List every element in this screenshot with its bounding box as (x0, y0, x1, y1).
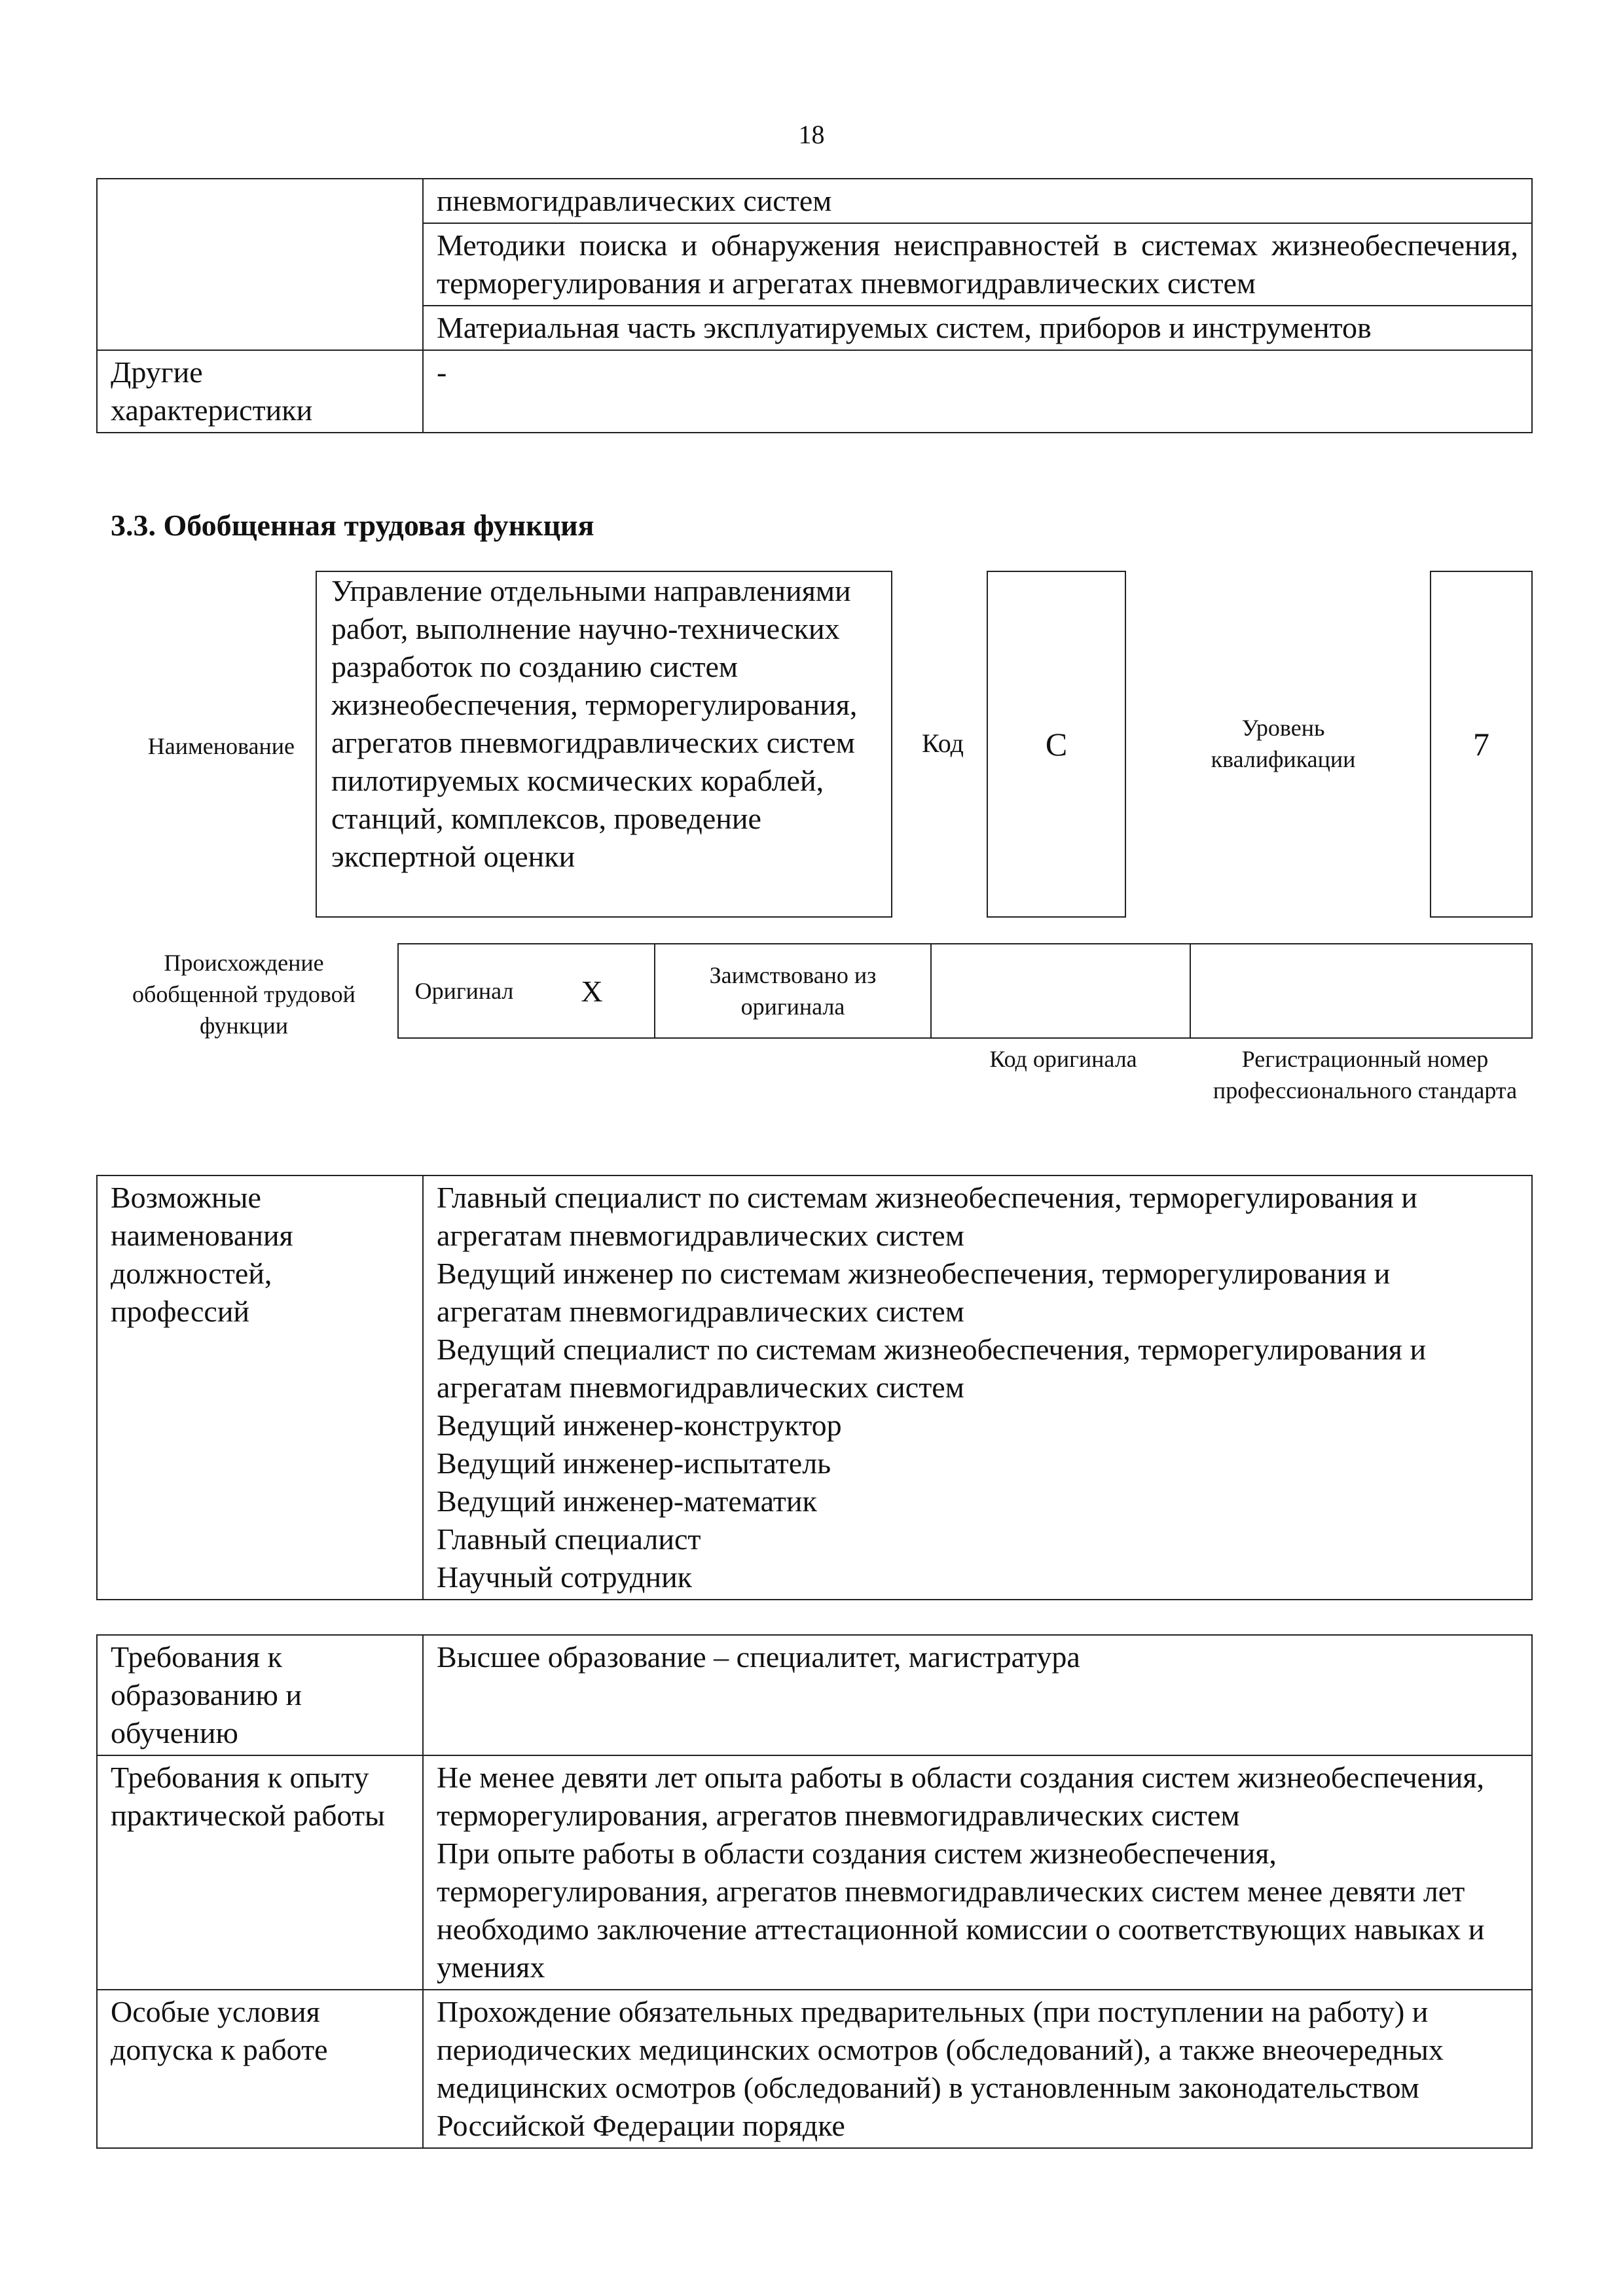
position-item: Ведущий инженер-математик (437, 1484, 817, 1518)
origin-row (397, 943, 1533, 1039)
position-item: Ведущий инженер-конструктор (437, 1408, 842, 1442)
code-value-box: C (987, 571, 1126, 918)
positions-list (423, 1175, 1532, 1600)
reg-number-caption: Регистрационный номер профессионального стандарта (1213, 1046, 1518, 1103)
reg-number-cell (1191, 944, 1531, 1037)
experience-label: Требования к опыту практической работы (97, 1755, 423, 1990)
knowledge-item: пневмогидравлических систем (423, 179, 1532, 223)
section-heading: 3.3. Обобщенная трудовая функция (111, 509, 594, 542)
name-label: Наименование (147, 733, 295, 759)
knowledge-item: Материальная часть эксплуатируемых систем, приборов и инструментов (423, 306, 1532, 350)
position-item: Научный сотрудник (437, 1560, 693, 1594)
requirements-table (96, 1634, 1533, 2149)
original-mark: X (581, 974, 603, 1008)
origin-label: Происхождение обобщенной трудовой функции (132, 950, 356, 1039)
position-item: Главный специалист (437, 1522, 701, 1556)
knowledge-table-continuation (96, 178, 1533, 433)
page-number: 18 (798, 120, 825, 149)
code-original-caption: Код оригинала (989, 1046, 1137, 1072)
experience-item: При опыте работы в области создания систем жизнеобеспечения, терморегулирования, агрегатов пневмогидравлических систем менее девяти лет необходимо заключение аттестационной комиссии о соответствующих навыках и умениях (437, 1837, 1485, 1984)
education-label: Требования к образованию и обучению (97, 1635, 423, 1755)
other-characteristics-value: - (423, 350, 1532, 433)
position-item: Ведущий специалист по системам жизнеобеспечения, терморегулирования и агрегатам пневмогидравлических систем (437, 1333, 1427, 1404)
admission-label: Особые условия допуска к работе (97, 1990, 423, 2148)
function-name-box: Управление отдельными направлениями работ, выполнение научно-технических разработок по созданию систем жизнеобеспечения, терморегулирования, агрегатов пневмогидравлических систем пилотируемых космических кораблей, станций, комплексов, проведение экспертной оценки (316, 571, 892, 918)
experience-item: Не менее девяти лет опыта работы в области создания систем жизнеобеспечения, терморегулирования, агрегатов пневмогидравлических систем (437, 1761, 1484, 1832)
position-item: Ведущий инженер-испытатель (437, 1446, 831, 1480)
admission-value: Прохождение обязательных предварительных (при поступлении на работу) и периодических медицинских осмотров (обследований), а также внеочередных медицинских осмотров (обследований) в установленным законодательством Российской Федерации порядке (423, 1990, 1532, 2148)
experience-values (423, 1755, 1532, 1990)
position-item: Ведущий инженер по системам жизнеобеспечения, терморегулирования и агрегатам пневмогидравлических систем (437, 1257, 1391, 1328)
code-label: Код (922, 728, 964, 758)
positions-label: Возможные наименования должностей, профессий (97, 1175, 423, 1600)
positions-table (96, 1175, 1533, 1600)
knowledge-item: Методики поиска и обнаружения неисправностей в системах жизнеобеспечения, терморегулирования и агрегатах пневмогидравлических систем (423, 223, 1532, 306)
education-value: Высшее образование – специалитет, магистратура (423, 1635, 1532, 1755)
original-label: Оригинал (414, 978, 514, 1004)
empty-label-cell (97, 179, 423, 350)
qualification-level-box: 7 (1430, 571, 1533, 918)
qualification-level-label: Уровень квалификации (1211, 715, 1356, 772)
code-original-cell (932, 944, 1190, 1037)
borrowed-label: Заимствовано из оригинала (709, 962, 877, 1020)
other-characteristics-label: Другие характеристики (97, 350, 423, 433)
position-item: Главный специалист по системам жизнеобеспечения, терморегулирования и агрегатам пневмогидравлических систем (437, 1181, 1417, 1252)
